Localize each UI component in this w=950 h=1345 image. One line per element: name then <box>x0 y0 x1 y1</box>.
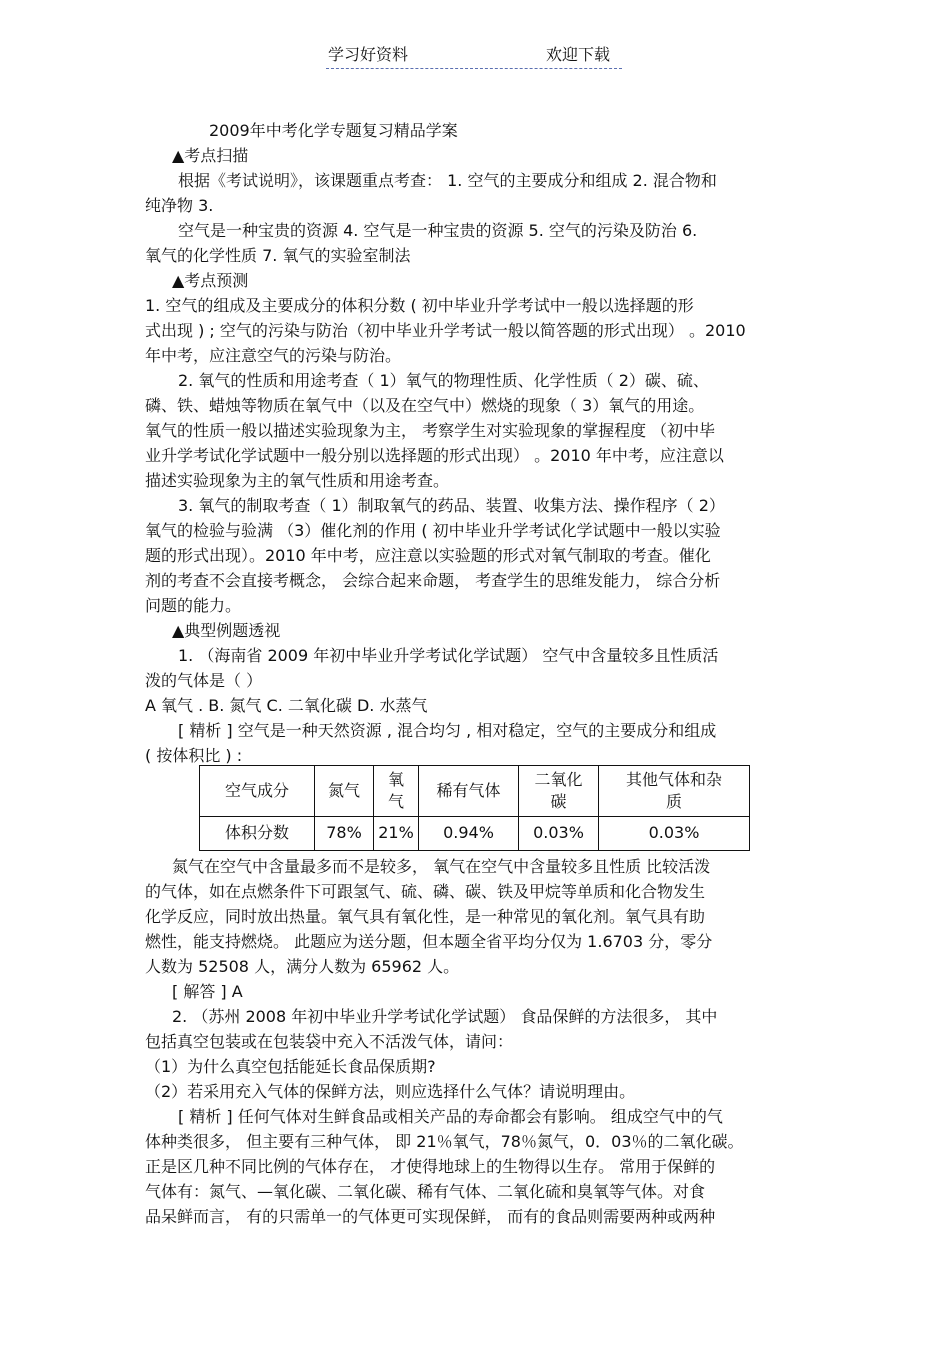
text-line: 根据《考试说明》，该课题重点考查： 1. 空气的主要成分和组成 2. 混合物和 <box>178 171 717 190</box>
text-line: ▲考点扫描 <box>172 146 249 165</box>
text-line: 1. 空气的组成及主要成分的体积分数 ( 初中毕业升学考试中一般以选择题的形 <box>145 296 694 315</box>
text-line: 纯净物 3. <box>145 196 214 215</box>
table-cell: 稀有气体 <box>419 766 519 817</box>
table-cell: 0.03% <box>599 816 750 850</box>
table-cell: 体积分数 <box>200 816 315 850</box>
text-line: 燃性，能支持燃烧。 此题应为送分题，但本题全省平均分仅为 1.6703 分，零分 <box>145 932 713 951</box>
table-cell: 氮气 <box>315 766 374 817</box>
text-line: 问题的能力。 <box>145 596 242 615</box>
table-cell: 78% <box>315 816 374 850</box>
text-line: 体种类很多， 但主要有三种气体， 即 21％氧气，78％氮气，0．03％的二氧化碳。 <box>145 1132 744 1151</box>
text-line: ▲典型例题透视 <box>172 621 281 640</box>
text-line: 2. 氧气的性质和用途考查（ 1）氧气的物理性质、化学性质（ 2）碳、硫、 <box>178 371 709 390</box>
table-row <box>200 816 750 850</box>
page-header <box>326 40 622 69</box>
text-line: 2009年中考化学专题复习精品学案 <box>209 121 458 140</box>
text-line: 包括真空包装或在包装袋中充入不活泼气体，请问： <box>145 1032 514 1051</box>
text-line: 氧气的性质一般以描述实验现象为主， 考察学生对实验现象的掌握程度 （初中毕 <box>145 421 716 440</box>
text-line: 2. （苏州 2008 年初中毕业升学考试化学试题） 食品保鲜的方法很多， 其中 <box>172 1007 718 1026</box>
text-line: 品呆鲜而言， 有的只需单一的气体更可实现保鲜， 而有的食品则需要两种或两种 <box>145 1207 716 1226</box>
text-line: 人数为 52508 人，满分人数为 65962 人。 <box>145 957 460 976</box>
text-line: 剂的考查不会直接考概念， 会综合起来命题， 考查学生的思维发能力， 综合分析 <box>145 571 721 590</box>
text-line: [ 精析 ] 空气是一种天然资源 , 混合均匀 , 相对稳定，空气的主要成分和组成 <box>178 721 717 740</box>
text-line: [ 解答 ] A <box>172 982 243 1001</box>
text-line: 描述实验现象为主的氧气性质和用途考查。 <box>145 471 450 490</box>
text-line: 泼的气体是（ ） <box>145 671 263 690</box>
table-header-row <box>200 766 750 817</box>
text-line: （2）若采用充入气体的保鲜方法，则应选择什么气体？请说明理由。 <box>145 1082 636 1101</box>
text-line: 空气是一种宝贵的资源 4. 空气是一种宝贵的资源 5. 空气的污染及防治 6. <box>178 221 698 240</box>
header-left-text: 学习好资料 <box>328 45 409 64</box>
text-line: 氮气在空气中含量最多而不是较多， 氧气在空气中含量较多且性质 比较活泼 <box>172 857 711 876</box>
text-line: A 氧气 . B. 氮气 C. 二氧化碳 D. 水蒸气 <box>145 696 428 715</box>
table-cell: 氧 气 <box>374 766 419 817</box>
text-line: 题的形式出现）。2010 年中考，应注意以实验题的形式对氧气制取的考查。催化 <box>145 546 711 565</box>
text-line: 氧气的检验与验满 （3）催化剂的作用 ( 初中毕业升学考试化学试题中一般以实验 <box>145 521 721 540</box>
text-line: 氧气的化学性质 7. 氧气的实验室制法 <box>145 246 411 265</box>
table-cell: 二氧化 碳 <box>519 766 599 817</box>
text-line: 1. （海南省 2009 年初中毕业升学考试化学试题） 空气中含量较多且性质活 <box>178 646 719 665</box>
text-line: 化学反应，同时放出热量。氧气具有氧化性，是一种常见的氧化剂。氧气具有助 <box>145 907 706 926</box>
text-line: 3. 氧气的制取考查（ 1）制取氧气的药品、装置、收集方法、操作程序（ 2） <box>178 496 725 515</box>
text-line: 正是区几种不同比例的气体存在， 才使得地球上的生物得以生存。 常用于保鲜的 <box>145 1157 716 1176</box>
header-right-text: 欢迎下载 <box>546 45 611 64</box>
text-line: （1）为什么真空包括能延长食品保质期? <box>145 1057 436 1076</box>
text-line: 气体有：氮气、—氧化碳、二氧化碳、稀有气体、二氧化硫和臭氧等气体。对食 <box>145 1182 706 1201</box>
table-cell: 其他气体和杂 质 <box>599 766 750 817</box>
text-line: [ 精析 ] 任何气体对生鲜食品或相关产品的寿命都会有影响。 组成空气中的气 <box>178 1107 723 1126</box>
air-composition-table <box>199 765 750 851</box>
table-cell: 空气成分 <box>200 766 315 817</box>
text-line: 年中考，应注意空气的污染与防治。 <box>145 346 402 365</box>
text-line: 业升学考试化学试题中一般分别以选择题的形式出现） 。2010 年中考，应注意以 <box>145 446 724 465</box>
text-line: 磷、铁、蜡烛等物质在氧气中（以及在空气中）燃烧的现象（ 3）氧气的用途。 <box>145 396 705 415</box>
text-line: ▲考点预测 <box>172 271 249 290</box>
text-line: 的气体，如在点燃条件下可跟氢气、硫、磷、碳、铁及甲烷等单质和化合物发生 <box>145 882 706 901</box>
table-cell: 0.03% <box>519 816 599 850</box>
table-cell: 21% <box>374 816 419 850</box>
text-line: 式出现 ) ; 空气的污染与防治（初中毕业升学考试一般以简答题的形式出现） 。2010 <box>145 321 746 340</box>
text-line: ( 按体积比 ) : <box>145 746 243 765</box>
table-cell: 0.94% <box>419 816 519 850</box>
